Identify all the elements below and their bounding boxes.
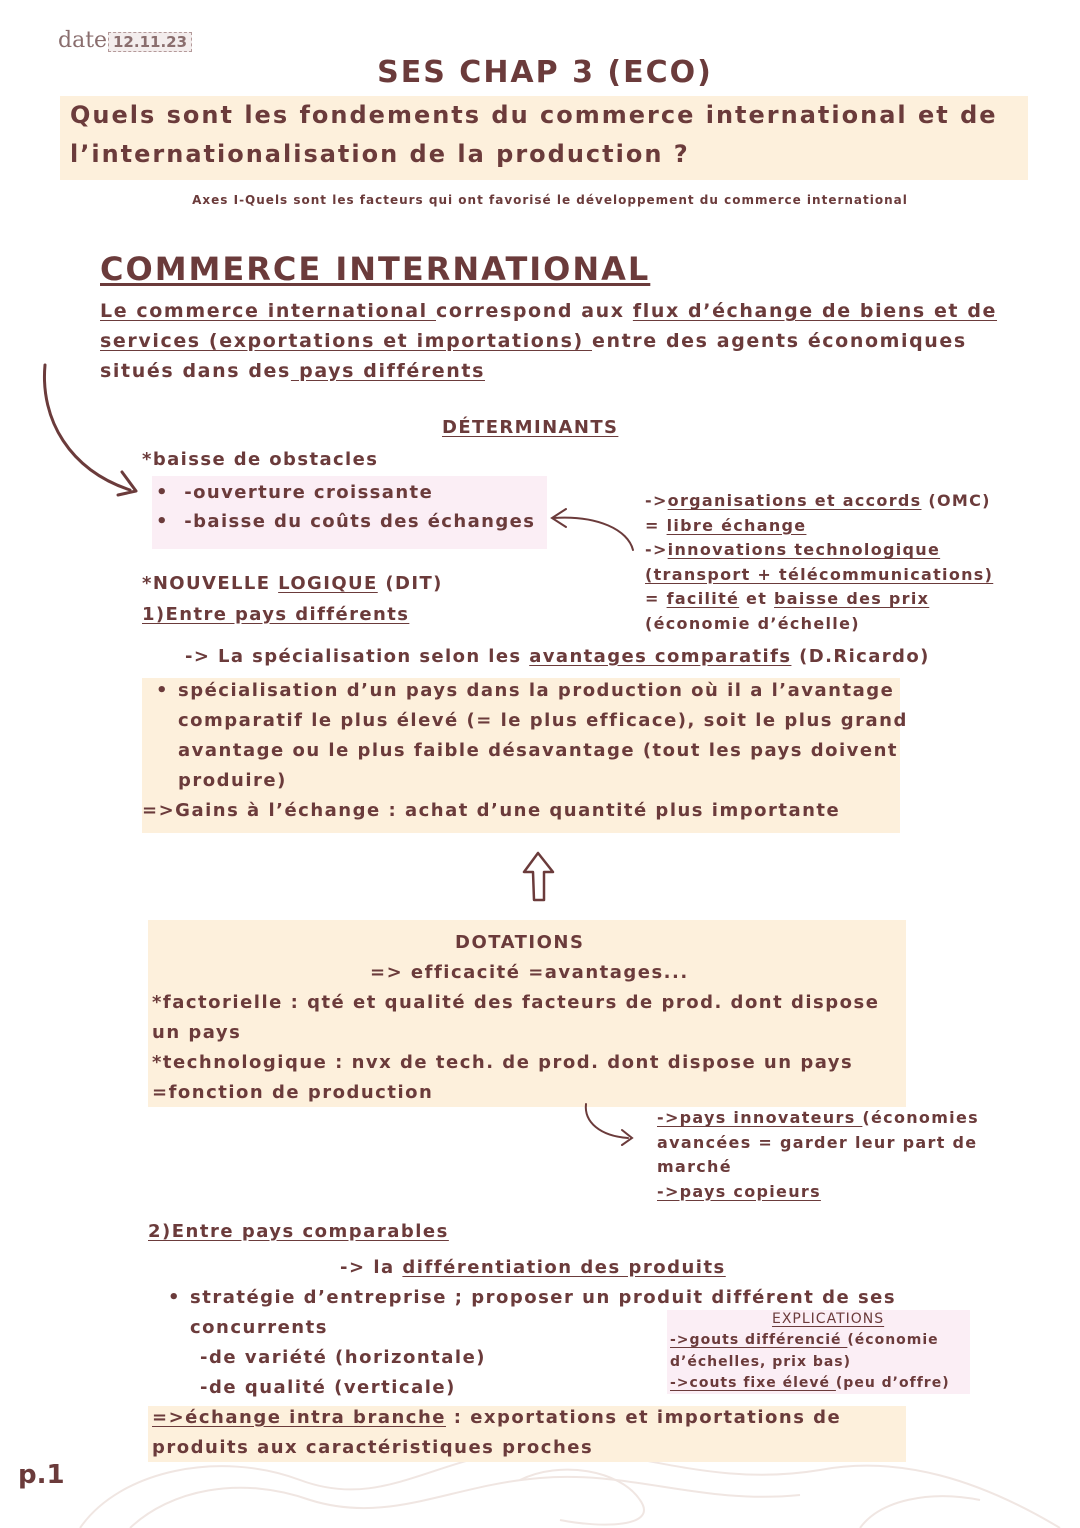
specialisation-bullet-dot: • (156, 680, 170, 701)
gains-echange: =>Gains à l’échange : achat d’une quantité plus importante (142, 800, 841, 821)
diff-produits: différentiation des produits (402, 1257, 726, 1278)
pays-notes (657, 1106, 979, 1204)
side-omc: (OMC) (921, 491, 991, 510)
def-term: Le commerce international (100, 300, 436, 322)
section-heading-commerce: COMMERCE INTERNATIONAL (100, 250, 651, 288)
differentiation-line (340, 1253, 726, 1283)
exp-economie: (économie (847, 1332, 939, 1348)
side-arrow-1: -> (645, 491, 668, 510)
ech-intra: =>échange intra branche (152, 1407, 446, 1428)
obstacles-heading: *baisse de obstacles (142, 449, 379, 470)
dot-pays: un pays (152, 1022, 242, 1043)
side-transport: (transport + télécommunications) (645, 564, 994, 584)
up-arrow-icon (520, 850, 560, 905)
def-services: services (exportations et importations) (100, 330, 592, 352)
echange-intra-branche (152, 1403, 841, 1463)
pays-innovateurs: ->pays innovateurs (657, 1108, 863, 1127)
entre-pays-differents: 1)Entre pays différents (142, 604, 410, 625)
variete-line: -de variété (horizontale) (200, 1347, 487, 1368)
page-title: SES CHAP 3 (ECO) (377, 55, 713, 90)
spec-avantages: avantages comparatifs (529, 646, 792, 667)
pays-copieurs: ->pays copieurs (657, 1181, 821, 1201)
nouvelle-logique-heading (142, 572, 443, 597)
date-label: date (58, 28, 108, 53)
def-pays: pays différents (290, 360, 485, 382)
exp-offre: (peu d’offre) (835, 1375, 950, 1391)
strategie-line-1: stratégie d’entreprise ; proposer un produit différent de ses (190, 1287, 897, 1308)
ech-text: : exportations et importations de (445, 1407, 842, 1428)
pays-avancees: avancées = garder leur part de (657, 1132, 978, 1152)
question-line-1: Quels sont les fondements du commerce international et de (70, 101, 998, 129)
obstacles-box (152, 476, 547, 549)
determinants-title: DÉTERMINANTS (442, 417, 619, 438)
obstacles-bullet-2: • -baisse du coûts des échanges (156, 511, 536, 532)
spec-line-1: spécialisation d’un pays dans la production où il a l’avantage (178, 680, 895, 701)
exp-gouts: ->gouts différencié (670, 1332, 848, 1348)
bullet-2-text: -baisse du coûts des échanges (184, 511, 536, 532)
side-eq-1: = (645, 515, 667, 535)
main-question (60, 96, 1028, 180)
axes-subtitle: Axes I-Quels sont les facteurs qui ont favorisé le développement du commerce international (192, 193, 908, 207)
ech-line-2: produits aux caractéristiques proches (152, 1437, 594, 1458)
side-et: et (739, 589, 775, 608)
logique-text: LOGIQUE (278, 573, 378, 594)
curved-arrow-icon (30, 360, 150, 510)
small-curved-arrow-icon (548, 500, 648, 560)
dot-technologique: *technologique : nvx de tech. de prod. dont dispose un pays (152, 1052, 854, 1073)
obstacles-bullet-1: • -ouverture croissante (156, 482, 434, 503)
side-facilite: facilité (666, 589, 740, 608)
def-text-2: entre des agents économiques (592, 330, 967, 352)
side-arrow-2: -> (645, 540, 668, 559)
definition-paragraph (100, 296, 997, 386)
pays-economies: (économies (862, 1108, 979, 1127)
dotations-details (152, 988, 879, 1108)
page-number: p.1 (18, 1460, 65, 1490)
dot-factorielle: *factorielle : qté et qualité des facteurs de prod. dont dispose (152, 992, 880, 1013)
side-baisse-prix: baisse des prix (774, 589, 930, 608)
spec-line-3: avantage ou le plus faible désavantage (tout les pays doivent (178, 740, 899, 761)
spec-line-4: produire) (178, 770, 287, 791)
pays-marche: marché (657, 1157, 732, 1176)
qualite-line: -de qualité (verticale) (200, 1377, 456, 1398)
side-organisations: organisations et accords (667, 491, 922, 510)
entre-pays-comparables: 2)Entre pays comparables (148, 1221, 449, 1242)
explications-content (670, 1330, 950, 1395)
side-libre-echange: libre échange (666, 515, 807, 535)
diff-arrow: -> la (340, 1257, 403, 1278)
side-innovations: innovations technologique (667, 540, 941, 559)
determinants-side-notes (645, 489, 993, 636)
nouvelle-text: *NOUVELLE (142, 573, 279, 594)
spec-line-2: comparatif le plus élevé (= le plus efficace), soit le plus grand (178, 710, 908, 731)
exp-echelles: d’échelles, prix bas) (670, 1353, 852, 1370)
def-flux: flux d’échange de biens et de (632, 300, 998, 322)
spec-ricardo: (D.Ricardo) (791, 646, 930, 667)
dit-text: (DIT) (377, 573, 443, 594)
strategie-line-2: concurrents (190, 1317, 328, 1338)
strategie-bullet-dot: • (168, 1287, 182, 1308)
specialisation-line (185, 645, 930, 670)
def-text: correspond aux (436, 300, 633, 322)
exp-couts: ->couts fixe élevé (670, 1375, 836, 1391)
hook-arrow-icon (580, 1100, 650, 1150)
dot-fonction: =fonction de production (152, 1082, 434, 1103)
question-line-2: l’internationalisation de la production ? (70, 140, 690, 168)
specialisation-explanation (178, 676, 908, 796)
side-economie-echelle: (économie d’échelle) (645, 613, 860, 633)
bullet-1-text: -ouverture croissante (184, 482, 434, 503)
dotations-title: DOTATIONS (455, 932, 585, 953)
dotations-sub: => efficacité =avantages... (370, 962, 689, 983)
side-eq-2: = (645, 589, 667, 608)
def-text-3: situés dans des (100, 360, 291, 382)
spec-text: -> La spécialisation selon les (185, 646, 530, 667)
explications-title: EXPLICATIONS (772, 1311, 885, 1327)
date-value: 12.11.23 (108, 32, 192, 52)
